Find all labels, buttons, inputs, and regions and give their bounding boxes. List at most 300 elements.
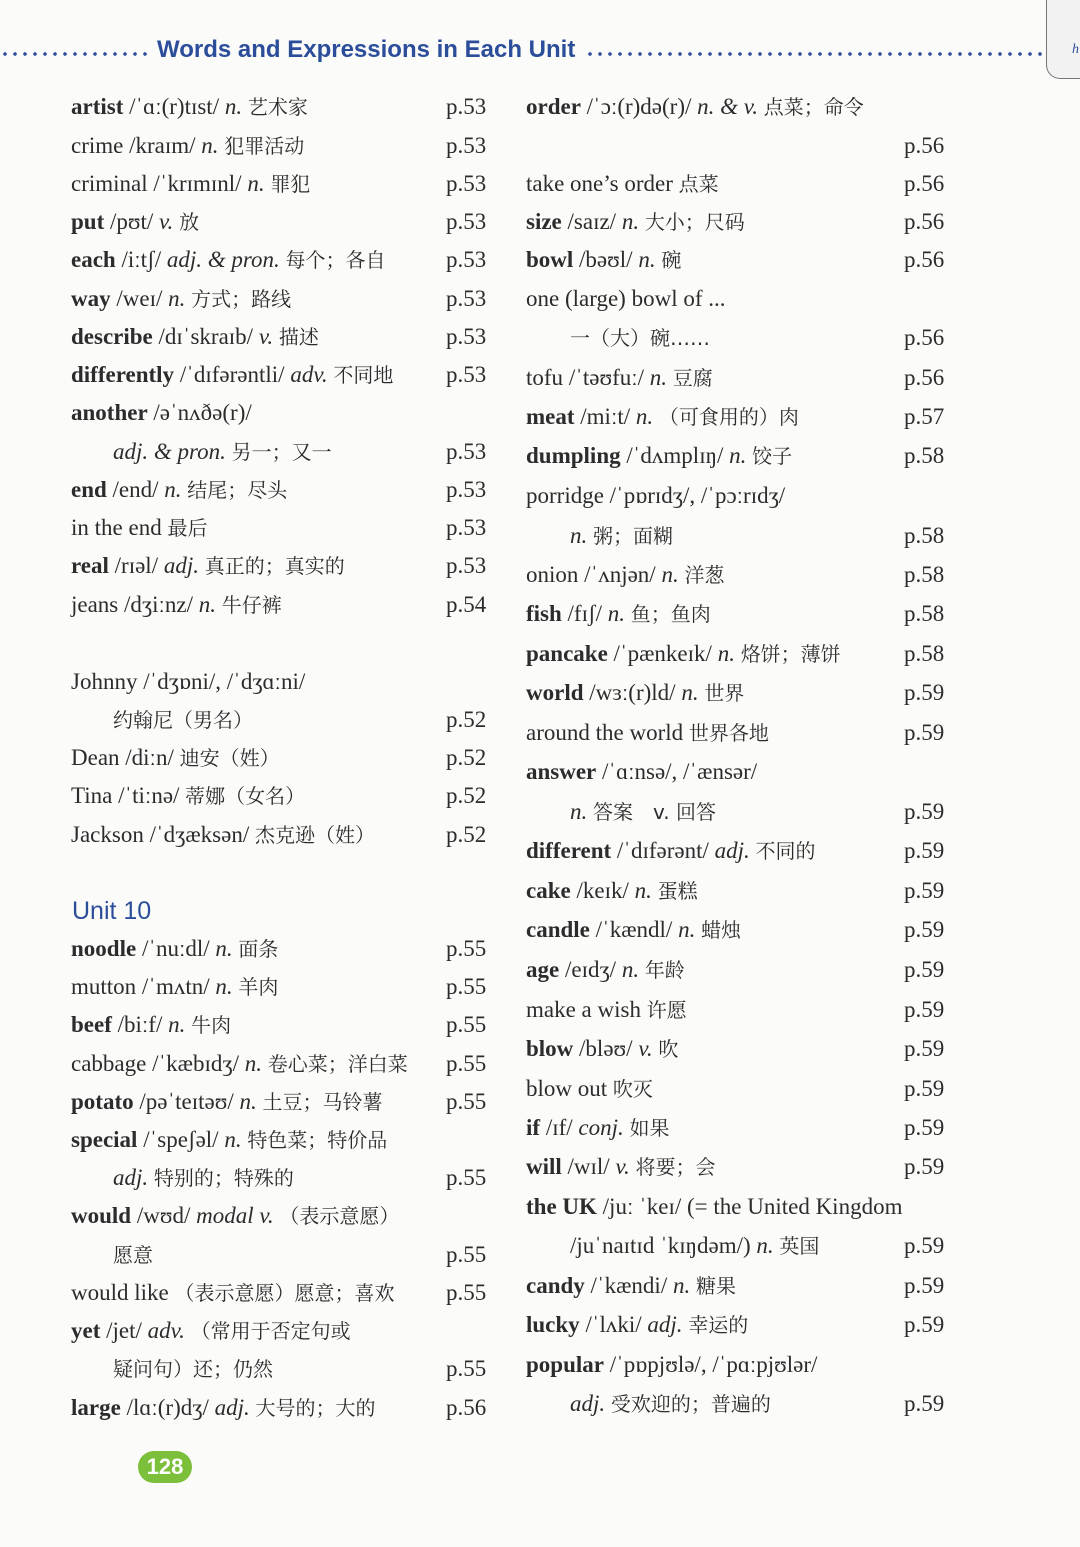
entry-page-ref: p.58 [904, 523, 945, 548]
entry-part-of-speech: n. [634, 878, 652, 903]
entry-phonetic: /ˈmʌtn/ [141, 974, 210, 999]
vocab-entry [71, 360, 393, 390]
vocab-entry [526, 1074, 653, 1104]
entry-part-of-speech: adj. [163, 553, 199, 578]
entry-word: the UK [526, 1194, 597, 1219]
entry-meaning: 羊肉 [238, 975, 279, 999]
entry-phonetic: /pəˈteɪtəʊ/ [139, 1089, 234, 1114]
entry-phonetic: /ˈkændi/ [590, 1273, 668, 1298]
entry-word: order [526, 94, 581, 119]
entry-word: large [71, 1395, 121, 1420]
entry-phonetic: /ˈdʒɒni/, /ˈdʒɑːni/ [143, 669, 306, 694]
entry-word: different [526, 838, 612, 863]
entry-part-of-speech: v. [638, 1036, 653, 1061]
entry-meaning: 真正的；真实的 [204, 554, 345, 578]
entry-word: blow [526, 1036, 574, 1061]
entry-word: make a wish [526, 997, 641, 1022]
entry-part-of-speech: adj. & pron. [166, 247, 280, 272]
entry-page-ref: p.59 [904, 1273, 945, 1298]
entry-word: noodle [71, 936, 137, 961]
entry-phonetic: /ˈkændl/ [595, 917, 673, 942]
entry-meaning: 迪安（姓） [179, 746, 280, 770]
entry-meaning: 面条 [238, 937, 279, 961]
entry-part-of-speech: v. [159, 209, 174, 234]
entry-part-of-speech: n. [198, 592, 216, 617]
entry-word: artist [71, 94, 124, 119]
vocab-entry [71, 1049, 408, 1079]
entry-phonetic: /jet/ [106, 1318, 142, 1343]
entry-part-of-speech: n. [607, 601, 626, 626]
entry-page-ref: p.53 [446, 133, 487, 158]
entry-page-ref: p.56 [904, 209, 945, 234]
entry-meaning: 放 [179, 210, 200, 234]
entry-phonetic: /wɜː(r)ld/ [589, 680, 676, 705]
entry-meaning: （可食用的）肉 [658, 405, 799, 429]
entry-word: meat [526, 404, 575, 429]
entry-meaning: 烙饼；薄饼 [740, 642, 841, 666]
entry-part-of-speech: n. [635, 404, 654, 429]
entry-meaning: 点菜 [678, 172, 719, 196]
entry-part-of-speech: n. & v. [697, 94, 759, 119]
entry-page-ref: p.55 [446, 1165, 487, 1190]
entry-word: mutton [71, 974, 137, 999]
entry-part-of-speech: n. [678, 917, 696, 942]
vocab-entry [526, 1034, 678, 1064]
entry-page-ref: p.59 [904, 1233, 945, 1258]
entry-word: real [71, 553, 109, 578]
entry-meaning: （表示意愿）愿意；喜欢 [174, 1281, 395, 1305]
entry-word: describe [71, 324, 153, 349]
entry-meaning: 另一；又一 [231, 440, 332, 464]
entry-part-of-speech: adj. [647, 1312, 683, 1337]
entry-meaning: 描述 [278, 325, 319, 349]
entry-word: Dean [71, 745, 120, 770]
entry-meaning: 答案 v. 回答 [593, 800, 716, 824]
entry-word: end [71, 477, 107, 502]
vocab-entry [526, 876, 698, 906]
entry-phonetic: /iːtʃ/ [121, 247, 162, 272]
entry-phonetic: /ˈspeʃəl/ [143, 1127, 219, 1152]
entry-phonetic: /diːn/ [125, 745, 174, 770]
entry-page-ref: p.59 [904, 1076, 945, 1101]
vocab-entry [113, 1163, 294, 1193]
entry-page-ref: p.53 [446, 247, 487, 272]
vocab-entry [71, 1393, 375, 1423]
entry-part-of-speech: n. [729, 443, 747, 468]
vocab-entry [113, 437, 332, 467]
entry-part-of-speech: n. [717, 641, 735, 666]
vocab-entry [526, 284, 726, 314]
entry-meaning: 受欢迎的；普遍的 [610, 1392, 771, 1416]
entry-part-of-speech: adv. [147, 1318, 185, 1343]
entry-part-of-speech: n. [661, 562, 679, 587]
entry-phonetic: /bəʊl/ [579, 247, 633, 272]
vocab-entry [570, 797, 716, 827]
entry-part-of-speech: modal v. [196, 1203, 274, 1228]
vocab-entry [71, 1201, 399, 1231]
entry-part-of-speech: conj. [578, 1115, 624, 1140]
entry-meaning: 吹灭 [612, 1077, 653, 1101]
entry-meaning: 吹 [658, 1037, 679, 1061]
vocab-entry [570, 1231, 819, 1261]
entry-phonetic: /kraɪm/ [129, 133, 196, 158]
vocab-entry [526, 757, 757, 787]
entry-meaning: 一（大）碗…… [570, 326, 710, 350]
entry-part-of-speech: adj. [113, 1165, 149, 1190]
entry-word: way [71, 286, 111, 311]
entry-phonetic: /end/ [112, 477, 159, 502]
entry-phonetic: /əˈnʌðə(r)/ [153, 400, 252, 425]
entry-meaning: 粥；面糊 [593, 524, 673, 548]
entry-page-ref: p.53 [446, 439, 487, 464]
entry-phonetic: /wɪl/ [567, 1154, 610, 1179]
entry-page-ref: p.58 [904, 443, 945, 468]
entry-phonetic: /pʊt/ [110, 209, 154, 234]
entry-page-ref: p.58 [904, 601, 945, 626]
entry-word: differently [71, 362, 175, 387]
entry-meaning: 特别的；特殊的 [153, 1166, 294, 1190]
entry-meaning: 愿意 [113, 1243, 153, 1267]
entry-page-ref: p.59 [904, 997, 945, 1022]
entry-page-ref: p.53 [446, 94, 487, 119]
entry-part-of-speech: n. [621, 957, 640, 982]
entry-meaning: 将要；会 [635, 1155, 716, 1179]
entry-word: cabbage [71, 1051, 147, 1076]
entry-page-ref: p.54 [446, 592, 487, 617]
vocab-entry [526, 402, 799, 432]
vocab-entry [570, 1389, 771, 1419]
vocab-entry [71, 781, 305, 811]
entry-meaning: 年龄 [644, 958, 685, 982]
entry-meaning: （表示意愿） [279, 1204, 400, 1228]
entry-word: will [526, 1154, 562, 1179]
entry-page-ref: p.58 [904, 641, 945, 666]
header-dots-left [0, 52, 150, 56]
entry-phonetic: /wʊd/ [136, 1203, 191, 1228]
entry-part-of-speech: n. [239, 1089, 257, 1114]
entry-page-ref: p.52 [446, 822, 487, 847]
entry-phonetic: /ˈpænkeɪk/ [613, 641, 712, 666]
entry-page-ref: p.56 [446, 1395, 487, 1420]
unit-heading: Unit 10 [72, 897, 152, 925]
tab-letter: h [1072, 42, 1079, 57]
entry-page-ref: p.59 [904, 957, 945, 982]
entry-page-ref: p.59 [904, 1391, 945, 1416]
entry-page-ref: p.59 [904, 1312, 945, 1337]
entry-word: answer [526, 759, 597, 784]
vocab-entry [71, 207, 199, 237]
entry-part-of-speech: v. [615, 1154, 630, 1179]
entry-part-of-speech: n. [570, 523, 588, 548]
entry-meaning: 世界各地 [688, 721, 769, 745]
entry-word: jeans [71, 592, 119, 617]
entry-word: Johnny [71, 669, 138, 694]
entry-phonetic: /lɑː(r)dʒ/ [126, 1395, 209, 1420]
entry-part-of-speech: adj. [214, 1395, 250, 1420]
vocab-entry [526, 560, 724, 590]
entry-page-ref: p.57 [904, 404, 945, 429]
entry-page-ref: p.52 [446, 783, 487, 808]
entry-word: take one’s order [526, 171, 673, 196]
entry-meaning: 牛肉 [191, 1013, 232, 1037]
entry-page-ref: p.56 [904, 325, 945, 350]
entry-word: crime [71, 133, 124, 158]
vocab-entry [71, 1087, 382, 1117]
entry-phonetic: /juˈnaɪtɪd ˈkɪŋdəm/) [570, 1233, 751, 1258]
vocab-entry [71, 1125, 387, 1155]
entry-part-of-speech: n. [215, 936, 233, 961]
entry-meaning: 大小；尺码 [644, 210, 745, 234]
vocab-entry [71, 1316, 351, 1346]
entry-phonetic: /ˈkrɪmɪnl/ [153, 171, 242, 196]
entry-phonetic: /keɪk/ [576, 878, 629, 903]
entry-meaning: 许愿 [646, 998, 687, 1022]
entry-word: popular [526, 1352, 604, 1377]
entry-part-of-speech: adj. [714, 838, 750, 863]
entry-page-ref: p.56 [904, 365, 945, 390]
vocab-entry [526, 481, 785, 511]
entry-meaning: 特色菜；特价品 [247, 1128, 388, 1152]
entry-meaning: 幸运的 [688, 1313, 749, 1337]
entry-part-of-speech: n. [247, 171, 265, 196]
vocab-entry [113, 1240, 153, 1270]
entry-meaning: 蜡烛 [701, 918, 742, 942]
entry-page-ref: p.59 [904, 917, 945, 942]
entry-meaning: 艺术家 [247, 95, 308, 119]
entry-meaning: 犯罪活动 [224, 134, 305, 158]
entry-page-ref: p.56 [904, 171, 945, 196]
entry-word: one (large) bowl of ... [526, 286, 726, 311]
header-title: Words and Expressions in Each Unit [157, 36, 576, 63]
vocab-entry [526, 169, 719, 199]
entry-phonetic: /ˈdʌmplɪŋ/ [626, 443, 724, 468]
entry-page-ref: p.55 [446, 936, 487, 961]
entry-word: special [71, 1127, 138, 1152]
entry-word: age [526, 957, 560, 982]
vocab-entry [526, 1152, 715, 1182]
entry-part-of-speech: n. [244, 1051, 262, 1076]
vocab-entry [526, 995, 687, 1025]
entry-phonetic: /ˈdɪfərənt/ [616, 838, 709, 863]
entry-meaning: （常用于否定句或 [190, 1319, 351, 1343]
entry-phonetic: /ˈdʒæksən/ [149, 822, 250, 847]
entry-word: porridge [526, 483, 604, 508]
entry-page-ref: p.59 [904, 1115, 945, 1140]
entry-meaning: 疑问句）还；仍然 [113, 1357, 273, 1381]
vocab-entry [526, 836, 816, 866]
entry-word: lucky [526, 1312, 580, 1337]
vocab-entry [71, 284, 291, 314]
vocab-entry [526, 245, 681, 275]
entry-part-of-speech: n. [168, 1012, 186, 1037]
entry-meaning: 蒂娜（女名） [185, 784, 306, 808]
entry-meaning: 结尾；尽头 [187, 478, 288, 502]
entry-page-ref: p.59 [904, 720, 945, 745]
vocab-entry [71, 743, 280, 773]
entry-word: bowl [526, 247, 574, 272]
entry-phonetic: /eɪdʒ/ [564, 957, 617, 982]
entry-phonetic: /bləʊ/ [579, 1036, 633, 1061]
entry-meaning: 罪犯 [270, 172, 311, 196]
vocab-entry [71, 1010, 231, 1040]
entry-page-ref: p.59 [904, 1154, 945, 1179]
entry-phonetic: /ɪf/ [545, 1115, 573, 1140]
entry-word: tofu [526, 365, 564, 390]
entry-phonetic: /ˈlʌki/ [585, 1312, 642, 1337]
vocab-entry [526, 441, 792, 471]
vocab-entry [71, 475, 287, 505]
entry-part-of-speech: n. [570, 799, 588, 824]
vocab-entry [71, 590, 282, 620]
entry-meaning: 最后 [167, 516, 208, 540]
entry-page-ref: p.59 [904, 680, 945, 705]
vocab-entry [570, 521, 673, 551]
entry-word: Tina [71, 783, 113, 808]
entry-phonetic: /ˈpɒpjʊlə/, /ˈpɑːpjʊlər/ [609, 1352, 818, 1377]
entry-word: Jackson [71, 822, 144, 847]
entry-page-ref: p.52 [446, 707, 487, 732]
vocab-entry [71, 169, 310, 199]
entry-part-of-speech: n. [201, 133, 219, 158]
entry-meaning: 卷心菜；洋白菜 [267, 1052, 408, 1076]
entry-meaning: 土豆；马铃薯 [262, 1090, 383, 1114]
entry-page-ref: p.56 [904, 247, 945, 272]
entry-word: put [71, 209, 105, 234]
entry-word: would like [71, 1280, 169, 1305]
entry-page-ref: p.53 [446, 171, 487, 196]
entry-page-ref: p.55 [446, 1280, 487, 1305]
entry-page-ref: p.59 [904, 1036, 945, 1061]
vocab-entry [526, 718, 769, 748]
entry-part-of-speech: n. [164, 477, 182, 502]
entry-page-ref: p.53 [446, 209, 487, 234]
entry-part-of-speech: n. [681, 680, 699, 705]
entry-meaning: 不同的 [755, 839, 816, 863]
entry-word: each [71, 247, 116, 272]
vocab-entry [570, 323, 710, 353]
entry-phonetic: /ˈʌnjən/ [584, 562, 656, 587]
entry-phonetic: /rɪəl/ [114, 553, 159, 578]
vocab-entry [526, 955, 685, 985]
entry-word: fish [526, 601, 562, 626]
entry-phonetic: /juː ˈkeɪ/ (= the United Kingdom [602, 1194, 903, 1219]
entry-part-of-speech: v. [258, 324, 274, 349]
vocab-entry [71, 667, 305, 697]
entry-word: beef [71, 1012, 112, 1037]
entry-part-of-speech: n. [756, 1233, 774, 1258]
entry-phonetic: /ˈtəʊfuː/ [568, 365, 645, 390]
entry-word: cake [526, 878, 571, 903]
entry-meaning: 碗 [661, 248, 682, 272]
entry-page-ref: p.55 [446, 1242, 487, 1267]
entry-phonetic: /ˈɑː(r)tɪst/ [129, 94, 220, 119]
vocab-entry [71, 131, 304, 161]
entry-meaning: 如果 [629, 1116, 670, 1140]
entry-phonetic: /weɪ/ [116, 286, 163, 311]
vocab-entry [526, 1310, 748, 1340]
entry-meaning: 蛋糕 [657, 879, 698, 903]
entry-word: in the end [71, 515, 162, 540]
vocab-entry [71, 1278, 395, 1308]
entry-meaning: 英国 [779, 1234, 820, 1258]
entry-word: would [71, 1203, 132, 1228]
vocab-entry [71, 322, 319, 352]
entry-part-of-speech: adj. [570, 1391, 606, 1416]
entry-phonetic: /ˈɔː(r)də(r)/ [586, 94, 692, 119]
vocab-entry [71, 972, 278, 1002]
entry-phonetic: /fɪʃ/ [567, 601, 603, 626]
entry-phonetic: /dɪˈskraɪb/ [158, 324, 254, 349]
entry-page-ref: p.59 [904, 799, 945, 824]
entry-meaning: 不同地 [333, 363, 394, 387]
entry-meaning: 约翰尼（男名） [113, 708, 253, 732]
entry-word: pancake [526, 641, 608, 666]
entry-page-ref: p.52 [446, 745, 487, 770]
vocab-entry [113, 1354, 273, 1384]
vocab-entry [526, 1271, 736, 1301]
vocab-entry [526, 92, 864, 122]
vocab-entry [113, 705, 253, 735]
entry-phonetic: /miːt/ [580, 404, 631, 429]
entry-part-of-speech: n. [215, 974, 233, 999]
vocab-entry [526, 599, 711, 629]
entry-page-ref: p.53 [446, 286, 487, 311]
entry-meaning: 牛仔裤 [221, 593, 282, 617]
entry-word: world [526, 680, 584, 705]
entry-phonetic: /saɪz/ [567, 209, 617, 234]
entry-word: candy [526, 1273, 585, 1298]
page-number: 128 [138, 1451, 192, 1483]
entry-page-ref: p.53 [446, 477, 487, 502]
vocab-entry [526, 363, 713, 393]
vocab-entry [71, 92, 308, 122]
header-dots-right [585, 52, 1047, 56]
entry-word: another [71, 400, 148, 425]
entry-part-of-speech: n. [649, 365, 668, 390]
vocab-entry [526, 639, 841, 669]
entry-meaning: 豆腐 [672, 366, 713, 390]
entry-part-of-speech: n. [168, 286, 186, 311]
vocab-entry [526, 1113, 670, 1143]
entry-page-ref: p.53 [446, 362, 487, 387]
entry-part-of-speech: adj. & pron. [113, 439, 226, 464]
vocab-entry [526, 1192, 902, 1222]
entry-page-ref: p.55 [446, 1012, 487, 1037]
entry-meaning: 点菜；命令 [763, 95, 864, 119]
entry-word: size [526, 209, 562, 234]
vocab-entry [71, 398, 252, 428]
entry-page-ref: p.55 [446, 974, 487, 999]
entry-word: potato [71, 1089, 134, 1114]
entry-phonetic: /ˈkæbɪdʒ/ [152, 1051, 239, 1076]
entry-meaning: 每个；各自 [285, 248, 386, 272]
entry-part-of-speech: n. [224, 1127, 242, 1152]
entry-phonetic: /biːf/ [117, 1012, 163, 1037]
entry-page-ref: p.53 [446, 553, 487, 578]
entry-word: around the world [526, 720, 684, 745]
entry-part-of-speech: adv. [290, 362, 328, 387]
entry-page-ref: p.55 [446, 1051, 487, 1076]
entry-phonetic: /dʒiːnz/ [124, 592, 193, 617]
entry-word: candle [526, 917, 590, 942]
entry-word: blow out [526, 1076, 608, 1101]
entry-page-ref: p.53 [446, 324, 487, 349]
entry-word: criminal [71, 171, 148, 196]
entry-part-of-speech: n. [638, 247, 656, 272]
entry-page-ref: p.59 [904, 838, 945, 863]
entry-meaning: 方式；路线 [191, 287, 292, 311]
entry-meaning: 大号的；大的 [255, 1396, 376, 1420]
